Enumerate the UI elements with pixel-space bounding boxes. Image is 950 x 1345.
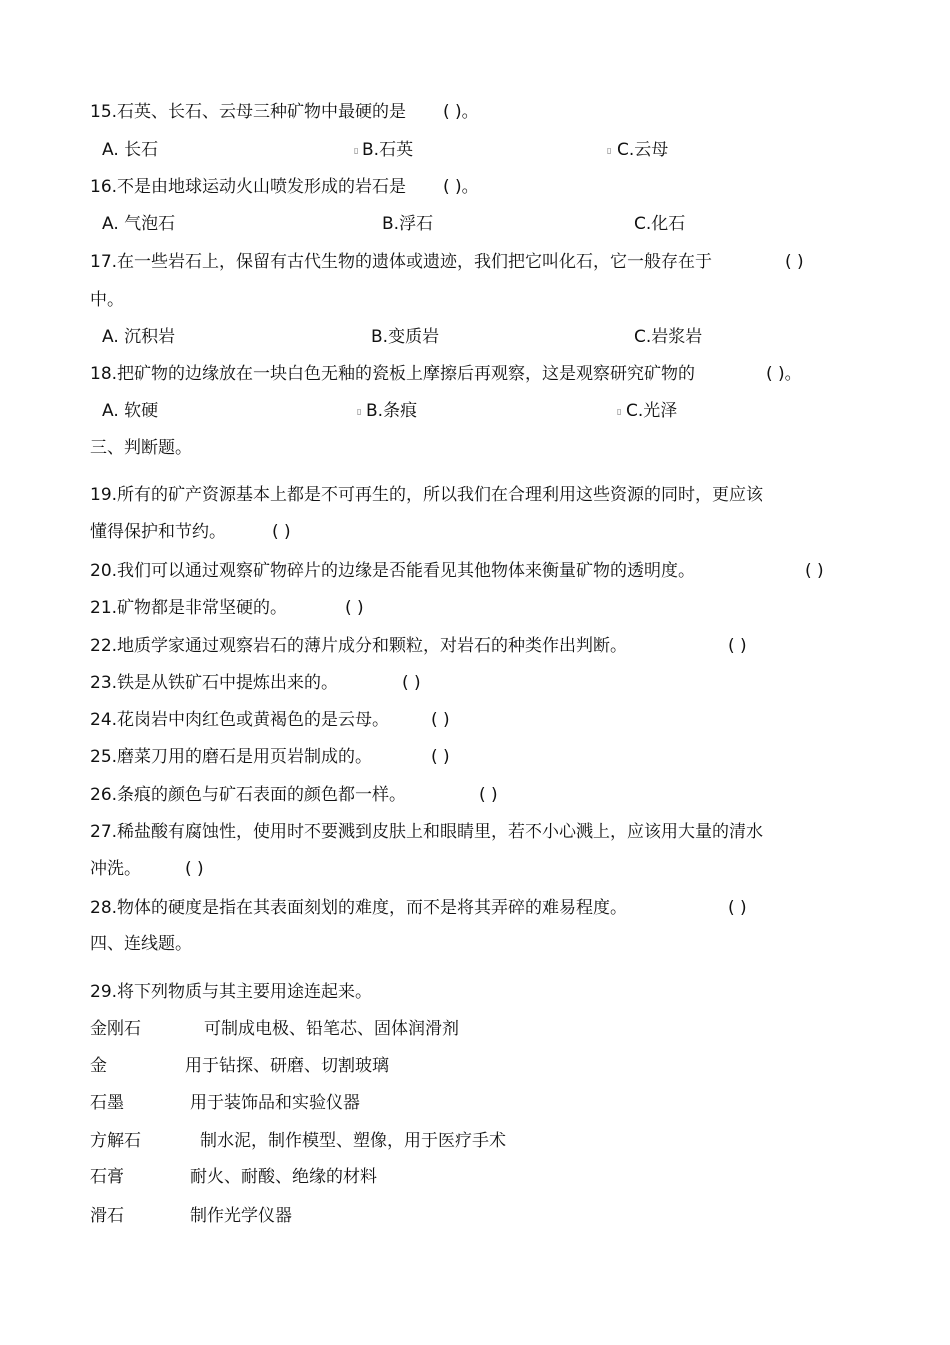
question-23-text: 23.铁是从铁矿石中提炼出来的。: [90, 673, 339, 693]
question-15-text: 15.石英、长石、云母三种矿物中最硬的是: [90, 102, 407, 122]
matching-substance: 石膏: [90, 1167, 124, 1187]
question-18-answer-blank: ( )。: [766, 364, 802, 384]
question-17-continuation: 中。: [90, 290, 124, 310]
question-16-option-b: B.浮石: [382, 214, 434, 234]
question-17-option-b: B.变质岩: [371, 327, 440, 347]
question-25-text: 25.磨菜刀用的磨石是用页岩制成的。: [90, 747, 373, 767]
matching-substance: 金: [90, 1056, 107, 1076]
question-18-option-a: A. 软硬: [102, 401, 159, 421]
question-23-answer-blank: ( ): [402, 673, 421, 693]
question-27-line-1: 27.稀盐酸有腐蚀性，使用时不要溅到皮肤上和眼睛里，若不小心溅上，应该用大量的清水: [90, 822, 764, 842]
question-20-text: 20.我们可以通过观察矿物碎片的边缘是否能看见其他物体来衡量矿物的透明度。: [90, 561, 696, 581]
glyph-mark: ▯: [357, 407, 362, 416]
question-16-answer-blank: ( )。: [443, 177, 479, 197]
question-16-option-a: A. 气泡石: [102, 214, 176, 234]
matching-substance: 石墨: [90, 1093, 124, 1113]
question-20-answer-blank: ( ): [805, 561, 824, 581]
question-18-option-b: B.条痕: [366, 401, 418, 421]
question-18-text: 18.把矿物的边缘放在一块白色无釉的瓷板上摩擦后再观察，这是观察研究矿物的: [90, 364, 696, 384]
question-19-line-1: 19.所有的矿产资源基本上都是不可再生的，所以我们在合理利用这些资源的同时，更应该: [90, 485, 764, 505]
question-19-answer-blank: ( ): [272, 522, 291, 542]
question-24-answer-blank: ( ): [431, 710, 450, 730]
question-25-answer-blank: ( ): [431, 747, 450, 767]
question-17-answer-blank: ( ): [785, 252, 804, 272]
matching-use: 用于装饰品和实验仪器: [190, 1093, 360, 1113]
matching-substance: 滑石: [90, 1206, 124, 1226]
question-15-option-a: A. 长石: [102, 140, 159, 160]
question-17-option-a: A. 沉积岩: [102, 327, 176, 347]
question-29-text: 29.将下列物质与其主要用途连起来。: [90, 982, 373, 1002]
matching-substance: 方解石: [90, 1131, 141, 1151]
glyph-mark: ▯: [607, 146, 612, 155]
question-18-option-c: C.光泽: [626, 401, 678, 421]
question-16-option-c: C.化石: [634, 214, 686, 234]
question-22-answer-blank: ( ): [728, 636, 747, 656]
glyph-mark: ▯: [354, 146, 359, 155]
question-27-line-2: 冲洗。: [90, 859, 141, 879]
glyph-mark: ▯: [617, 407, 622, 416]
question-21-answer-blank: ( ): [345, 598, 364, 618]
question-16-text: 16.不是由地球运动火山喷发形成的岩石是: [90, 177, 407, 197]
section-3-heading: 三、判断题。: [90, 438, 192, 458]
question-26-text: 26.条痕的颜色与矿石表面的颜色都一样。: [90, 785, 407, 805]
question-28-text: 28.物体的硬度是指在其表面刻划的难度，而不是将其弄碎的难易程度。: [90, 898, 628, 918]
matching-substance: 金刚石: [90, 1019, 141, 1039]
question-15-answer-blank: ( )。: [443, 102, 479, 122]
question-26-answer-blank: ( ): [479, 785, 498, 805]
matching-use: 用于钻探、研磨、切割玻璃: [185, 1056, 389, 1076]
question-28-answer-blank: ( ): [728, 898, 747, 918]
matching-use: 耐火、耐酸、绝缘的材料: [190, 1167, 377, 1187]
question-15-option-c: C.云母: [617, 140, 669, 160]
question-17-option-c: C.岩浆岩: [634, 327, 703, 347]
question-19-line-2: 懂得保护和节约。: [90, 522, 226, 542]
question-22-text: 22.地质学家通过观察岩石的薄片成分和颗粒，对岩石的种类作出判断。: [90, 636, 628, 656]
matching-use: 制作光学仪器: [190, 1206, 292, 1226]
matching-use: 可制成电极、铅笔芯、固体润滑剂: [204, 1019, 459, 1039]
matching-use: 制水泥，制作模型、塑像，用于医疗手术: [200, 1131, 506, 1151]
question-17-text: 17.在一些岩石上，保留有古代生物的遗体或遗迹，我们把它叫化石，它一般存在于: [90, 252, 713, 272]
section-4-heading: 四、连线题。: [90, 934, 192, 954]
question-24-text: 24.花岗岩中肉红色或黄褐色的是云母。: [90, 710, 390, 730]
question-15-option-b: B.石英: [362, 140, 414, 160]
question-27-answer-blank: ( ): [185, 859, 204, 879]
question-21-text: 21.矿物都是非常坚硬的。: [90, 598, 288, 618]
